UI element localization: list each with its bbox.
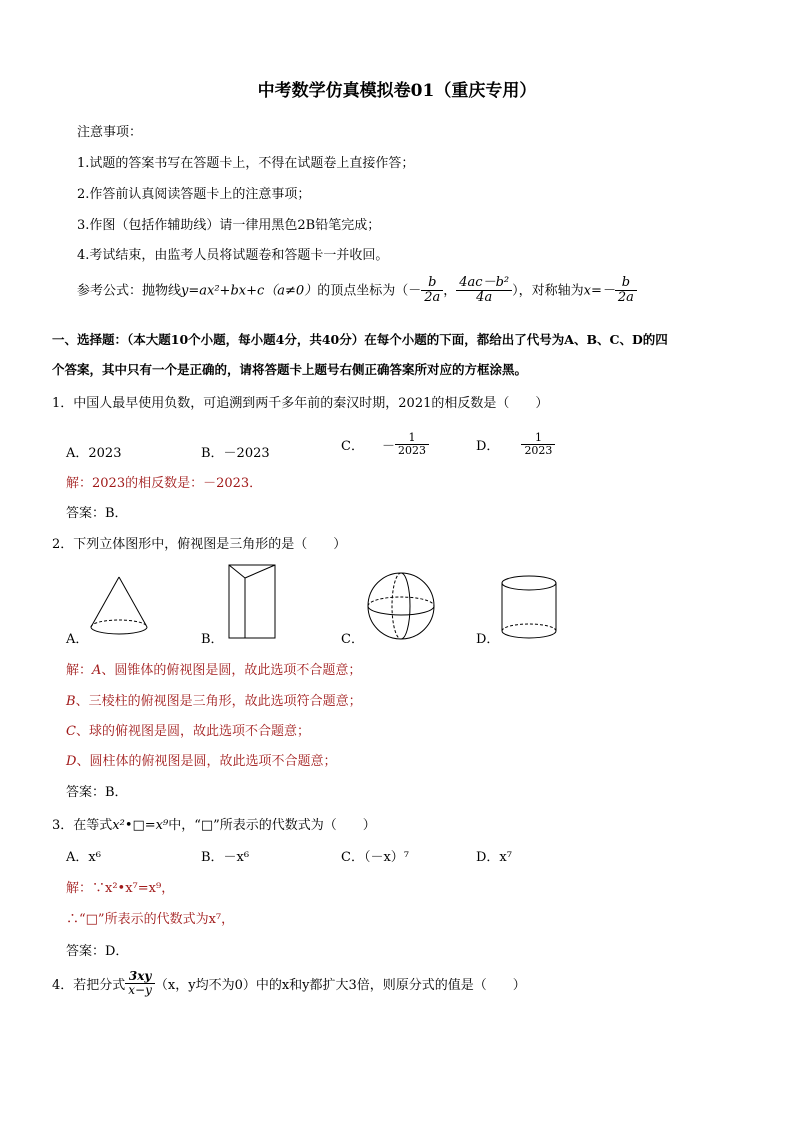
formula-axis-eq: x=－ (583, 283, 615, 299)
q1-answer: 答案：B． (66, 506, 128, 521)
question-4-stem (52, 970, 526, 997)
minus-sign: － (381, 439, 395, 455)
stem-text: 4．若把分式 (52, 978, 126, 994)
q1-option-b: B．－2023 (201, 446, 270, 461)
q1-option-c-fraction (395, 432, 429, 457)
fraction-numerator: b (421, 276, 443, 291)
option-letter: A (92, 663, 102, 678)
q2-solution-a (66, 659, 361, 678)
fraction-numerator: 3xy (125, 970, 155, 984)
fraction-denominator: 2023 (397, 444, 426, 458)
notice-item-2: 2.作答前认真阅读答题卡上的注意事项； (77, 187, 311, 202)
q3-answer: 答案：D． (66, 944, 129, 959)
axis-fraction (615, 276, 637, 306)
fraction-denominator: 2023 (524, 444, 553, 458)
q3-option-c: C．（－x）⁷ (341, 850, 409, 865)
fraction-denominator: 4a (476, 290, 493, 306)
q3-option-b: B．－x⁶ (201, 850, 250, 865)
formula-comma: ， (443, 283, 457, 299)
q2-answer: 答案：B． (66, 785, 128, 800)
stem-equation: x²•□=x⁹ (112, 818, 169, 833)
question-3-stem (52, 814, 376, 833)
q3-solution-line-1: 解：∵x²•x⁷=x⁹， (66, 881, 175, 896)
sphere-figure (366, 571, 436, 641)
section-header-line-1: 一、选择题：（本大题10个小题，每小题4分，共40分）在每个小题的下面，都给出了代号为A、B、C、D的四 (52, 332, 668, 347)
question-2-stem: 2．下列立体图形中，俯视图是三角形的是（ ） (52, 537, 347, 552)
q3-option-a: A．x⁶ (66, 850, 101, 865)
q1-option-c (341, 432, 429, 457)
triangular-prism-figure (228, 564, 278, 640)
stem-text: 3．在等式 (52, 818, 113, 833)
option-letter: B (66, 694, 76, 709)
section-header-line-2: 个答案，其中只有一个是正确的，请将答题卡上题号右侧正确答案所对应的方框涂黑。 (52, 362, 528, 377)
q2-solution-b (66, 690, 362, 709)
fraction-numerator: 1 (521, 432, 555, 445)
vertex-y-fraction (456, 276, 512, 306)
vertex-x-fraction (421, 276, 443, 306)
q1-option-d-fraction (521, 432, 555, 457)
stem-text: 中，“□”所表示的代数式为（ ） (168, 818, 376, 833)
stem-text: （x，y均不为0）中的x和y都扩大3倍，则原分式的值是（ ） (154, 978, 526, 994)
notice-item-4: 4.考试结束，由监考人员将试题卷和答题卡一并收回。 (77, 248, 389, 263)
option-label: C． (341, 439, 364, 455)
solution-text: 、球的俯视图是圆，故此选项不合题意； (75, 724, 310, 739)
fraction-denominator: x−y (128, 983, 152, 998)
q3-option-d: D．x⁷ (476, 850, 512, 865)
notice-item-1: 1.试题的答案书写在答题卡上，不得在试题卷上直接作答； (77, 156, 415, 171)
question-1-stem: 1．中国人最早使用负数，可追溯到两千多年前的秦汉时期，2021的相反数是（ ） (52, 396, 549, 411)
q3-solution-line-2: ∴“□”所表示的代数式为x⁷， (66, 912, 235, 927)
solution-text: 、三棱柱的俯视图是三角形，故此选项符合题意； (75, 694, 362, 709)
formula-vertex-text: 的顶点坐标为（ (317, 283, 409, 299)
q4-fraction (125, 970, 155, 997)
solution-text: 、圆柱体的俯视图是圆，故此选项不合题意； (76, 754, 337, 769)
option-letter: C (66, 724, 76, 739)
fraction-numerator: 4ac－b² (456, 276, 512, 291)
formula-axis-text: ），对称轴为 (512, 283, 584, 299)
fraction-denominator: 2a (617, 290, 634, 306)
q1-solution: 解：2023的相反数是：－2023． (66, 476, 263, 491)
option-letter: D (66, 754, 77, 769)
q2-option-a: A． (66, 632, 89, 647)
formula-prefix: 参考公式：抛物线 (77, 283, 182, 299)
q2-option-c: C． (341, 632, 364, 647)
q2-option-d: D． (476, 632, 500, 647)
solution-prefix: 解： (66, 663, 93, 678)
option-label: D． (476, 439, 500, 455)
q2-option-b: B． (201, 632, 224, 647)
q1-option-d (476, 432, 555, 457)
notice-item-3: 3.作图（包括作辅助线）请一律用黑色2B铅笔完成； (77, 218, 381, 233)
page-title: 中考数学仿真模拟卷01（重庆专用） (257, 81, 537, 101)
formula-equation: y=ax²+bx+c（a≠0） (181, 283, 318, 299)
q1-option-a: A．2023 (66, 446, 122, 461)
fraction-numerator: 1 (395, 432, 429, 445)
formula-vertex-sign: － (408, 283, 422, 299)
cone-figure (88, 576, 150, 636)
reference-formula (77, 276, 637, 306)
q2-solution-d (66, 750, 336, 769)
fraction-numerator: b (615, 276, 637, 291)
q2-solution-c (66, 720, 310, 739)
fraction-denominator: 2a (424, 290, 441, 306)
cylinder-figure (500, 575, 558, 641)
solution-text: 、圆锥体的俯视图是圆，故此选项不合题意； (101, 663, 362, 678)
notice-heading: 注意事项： (77, 125, 143, 140)
